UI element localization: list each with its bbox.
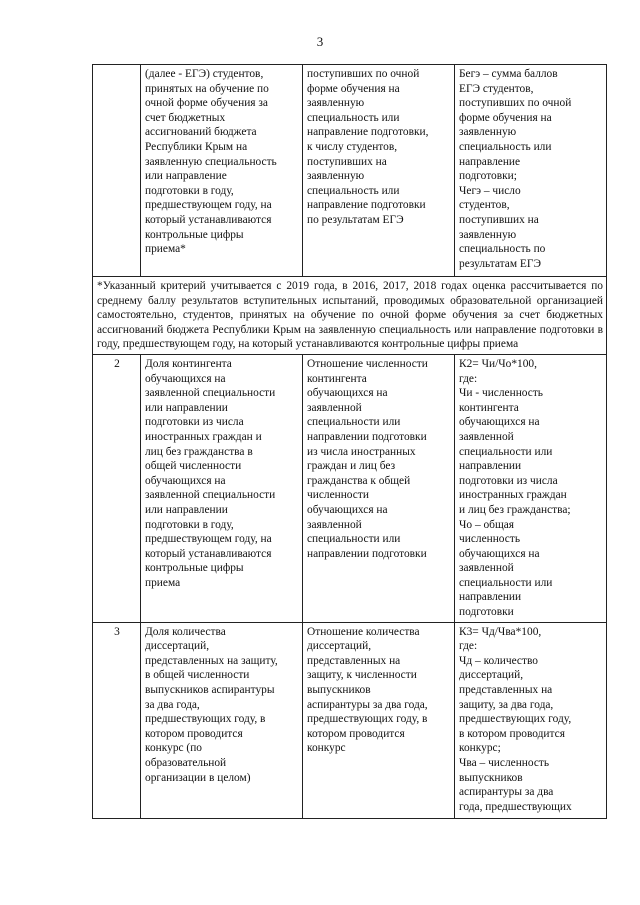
- criterion-cell: Доля контингента обучающихся на заявленной специальности или направлении подготовки из числа иностранных граждан и лиц без гражданства в общей численности обучающихся на заявленной специальности или направлении подготовки в году, предшествующем году, на который устанавливаются контрольные цифры приема: [141, 354, 303, 622]
- formula-cell: Бегэ – сумма баллов ЕГЭ студентов, поступивших по очной форме обучения на заявленную специальность или направление подготовки; Чегэ – число студентов, поступивших на заявленную специальность по результатам ЕГЭ: [455, 65, 607, 277]
- criteria-table: [92, 64, 607, 819]
- formula-cell: К3= Чд/Чва*100, где: Чд – количество диссертаций, представленных на защиту, за два года, предшествующих году, в котором проводится конкурс; Чва – численность выпускников аспирантуры за два года, предшествующих: [455, 622, 607, 818]
- footnote-row: [93, 277, 607, 355]
- table-row: [93, 65, 607, 277]
- table-row: [93, 622, 607, 818]
- formula-cell: К2= Чи/Чо*100, где: Чи - численность контингента обучающихся на заявленной специальности или направлении подготовки из числа иностранных граждан и лиц без гражданства; Чо – общая численность обучающихся на заявленной специальности или направлении подготовки: [455, 354, 607, 622]
- table-row: [93, 354, 607, 622]
- footnote-text: *Указанный критерий учитывается с 2019 года, в 2016, 2017, 2018 годах оценка рассчитывается по среднему баллу результатов вступительных испытаний, проводимых образовательной организацией самостоятельно, студентов, принятых на обучение по очной форме обучения за счет бюджетных ассигнований бюджета Республики Крым на заявленную специальность или направление подготовки в году, предшествующем году, на который устанавливаются контрольные цифры приема: [93, 277, 607, 355]
- row-number: 2: [93, 354, 141, 622]
- description-cell: Отношение количества диссертаций, представленных на защиту, к численности выпускников аспирантуры за два года, предшествующих году, в котором проводится конкурс: [303, 622, 455, 818]
- description-cell: поступивших по очной форме обучения на заявленную специальность или направление подготовки, к числу студентов, поступивших на заявленную специальность или направление подготовки по результатам ЕГЭ: [303, 65, 455, 277]
- page-number: 3: [316, 34, 324, 49]
- description-cell: Отношение численности контингента обучающихся на заявленной специальности или направлении подготовки из числа иностранных граждан и лиц без гражданства к общей численности обучающихся на заявленной специальности или направлении подготовки: [303, 354, 455, 622]
- row-number: 3: [93, 622, 141, 818]
- criterion-cell: Доля количества диссертаций, представленных на защиту, в общей численности выпускников аспирантуры за два года, предшествующих году, в котором проводится конкурс (по образовательной организации в целом): [141, 622, 303, 818]
- row-number: [93, 65, 141, 277]
- criterion-cell: (далее - ЕГЭ) студентов, принятых на обучение по очной форме обучения за счет бюджетных ассигнований бюджета Республики Крым на заявленную специальность или направление подготовки в году, предшествующем году, на который устанавливаются контрольные цифры приема*: [141, 65, 303, 277]
